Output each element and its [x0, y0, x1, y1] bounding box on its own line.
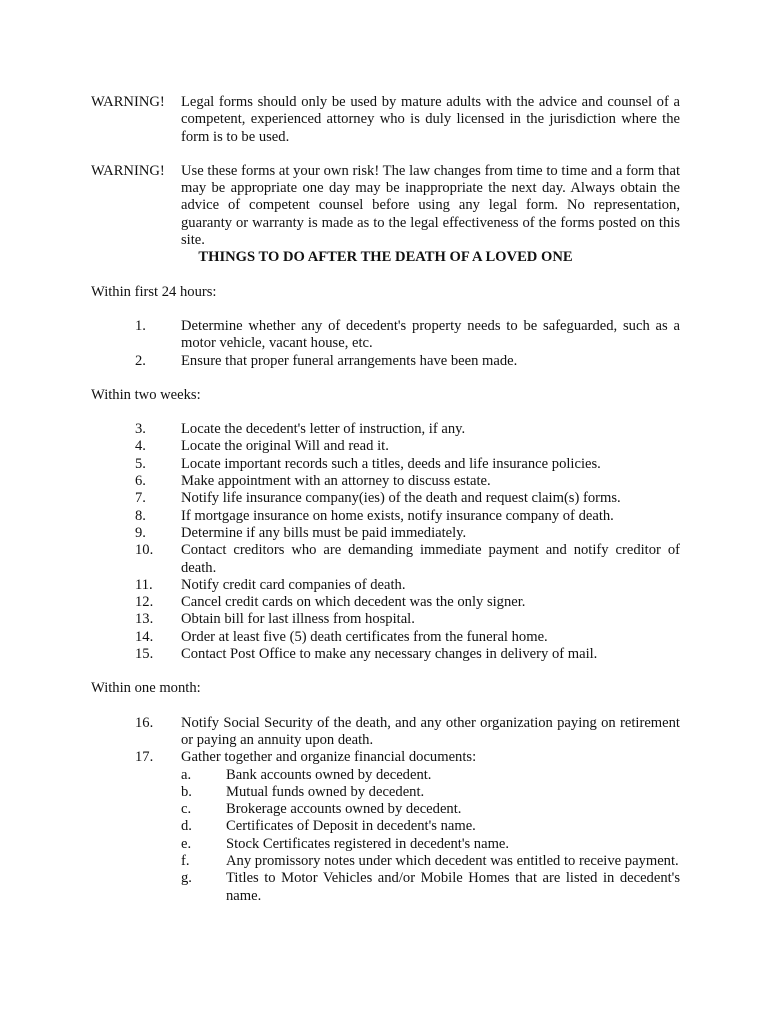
sub-text: Certificates of Deposit in decedent's name. — [226, 818, 476, 835]
item-number: 15. — [135, 646, 154, 663]
item-number: 5. — [135, 455, 146, 472]
section-heading: Within first 24 hours: — [91, 283, 217, 300]
sublist-item — [181, 853, 680, 870]
item-number: 10. — [135, 542, 154, 559]
sub-text: Titles to Motor Vehicles and/or Mobile Homes that are listed in decedent's name. — [226, 870, 680, 904]
item-text: Obtain bill for last illness from hospital. — [181, 611, 415, 628]
list-item — [91, 508, 680, 525]
item-text: Determine if any bills must be paid immediately. — [181, 524, 467, 541]
item-text: If mortgage insurance on home exists, notify insurance company of death. — [181, 507, 614, 524]
section-heading: Within one month: — [91, 680, 201, 697]
numbered-list — [91, 318, 680, 370]
warning-label: WARNING! — [91, 162, 165, 179]
item-text: Gather together and organize financial documents: — [181, 749, 477, 766]
item-number: 2. — [135, 352, 146, 369]
list-item — [91, 525, 680, 542]
sublist-item — [181, 870, 680, 905]
sub-letter: c. — [181, 801, 192, 818]
list-item — [91, 749, 680, 766]
sub-letter: b. — [181, 783, 192, 800]
item-number: 9. — [135, 524, 146, 541]
sub-text: Stock Certificates registered in decedent's name. — [226, 835, 510, 852]
item-text: Notify life insurance company(ies) of the death and request claim(s) forms. — [181, 490, 621, 507]
item-number: 1. — [135, 317, 146, 334]
item-number: 13. — [135, 611, 154, 628]
warning-paragraph — [91, 163, 680, 249]
list-item — [91, 421, 680, 438]
sublist-item — [181, 818, 680, 835]
document-page — [91, 94, 680, 905]
item-text: Locate important records such a titles, deeds and life insurance policies. — [181, 455, 601, 472]
sub-text: Bank accounts owned by decedent. — [226, 766, 432, 783]
list-item — [91, 456, 680, 473]
document-title: THINGS TO DO AFTER THE DEATH OF A LOVED ONE — [198, 249, 573, 266]
item-number: 12. — [135, 594, 154, 611]
item-text: Notify credit card companies of death. — [181, 576, 406, 593]
item-number: 16. — [135, 714, 154, 731]
sub-letter: e. — [181, 835, 192, 852]
item-number: 17. — [135, 749, 154, 766]
sub-text: Any promissory notes under which decedent was entitled to receive payment. — [226, 852, 679, 869]
item-text: Contact creditors who are demanding immediate payment and notify creditor of death. — [181, 542, 680, 576]
list-item — [91, 646, 680, 663]
list-item — [91, 490, 680, 507]
item-text: Contact Post Office to make any necessary changes in delivery of mail. — [181, 646, 598, 663]
item-number: 3. — [135, 421, 146, 438]
warning-text: Use these forms at your own risk! The law changes from time to time and a form that may be appropriate one day may be inappropriate the next day. Always obtain the advice of competent counsel before using any legal form. No representation, guaranty or warranty is made as to the legal effectiveness of the forms posted on this site. — [181, 162, 680, 249]
item-number: 4. — [135, 438, 146, 455]
list-item — [91, 438, 680, 455]
warning-paragraph — [91, 94, 680, 146]
item-text: Ensure that proper funeral arrangements have been made. — [181, 352, 518, 369]
sublist-item — [181, 801, 680, 818]
item-number: 14. — [135, 628, 154, 645]
warning-label: WARNING! — [91, 94, 165, 110]
item-text: Notify Social Security of the death, and any other organization paying on retirement or paying an annuity upon death. — [181, 714, 680, 748]
item-number: 7. — [135, 490, 146, 507]
item-text: Locate the original Will and read it. — [181, 438, 389, 455]
list-item — [91, 542, 680, 577]
sublist-item — [181, 784, 680, 801]
sub-letter: f. — [181, 852, 190, 869]
item-text: Make appointment with an attorney to discuss estate. — [181, 473, 491, 490]
numbered-list — [91, 421, 680, 663]
list-item — [91, 318, 680, 353]
item-text: Locate the decedent's letter of instruction, if any. — [181, 421, 466, 438]
sub-text: Brokerage accounts owned by decedent. — [226, 801, 462, 818]
sub-text: Mutual funds owned by decedent. — [226, 783, 425, 800]
sub-letter: d. — [181, 818, 192, 835]
list-item — [91, 353, 680, 370]
section-heading: Within two weeks: — [91, 386, 201, 403]
sub-letter: g. — [181, 870, 192, 887]
list-item — [91, 594, 680, 611]
warning-text: Legal forms should only be used by mature adults with the advice and counsel of a competent, experienced attorney who is duly licensed in the jurisdiction where the form is to be used. — [181, 94, 680, 145]
list-item — [91, 473, 680, 490]
item-number: 11. — [135, 576, 153, 593]
item-text: Cancel credit cards on which decedent was the only signer. — [181, 594, 526, 611]
list-item — [91, 715, 680, 750]
list-item — [91, 629, 680, 646]
item-number: 8. — [135, 507, 146, 524]
item-text: Order at least five (5) death certificates from the funeral home. — [181, 628, 548, 645]
sub-letter: a. — [181, 766, 192, 783]
list-item — [91, 611, 680, 628]
lettered-sublist — [91, 767, 680, 905]
item-text: Determine whether any of decedent's property needs to be safeguarded, such as a motor vehicle, vacant house, etc. — [181, 317, 680, 352]
sublist-item — [181, 767, 680, 784]
item-number: 6. — [135, 473, 146, 490]
sublist-item — [181, 836, 680, 853]
list-item — [91, 577, 680, 594]
numbered-list — [91, 715, 680, 767]
